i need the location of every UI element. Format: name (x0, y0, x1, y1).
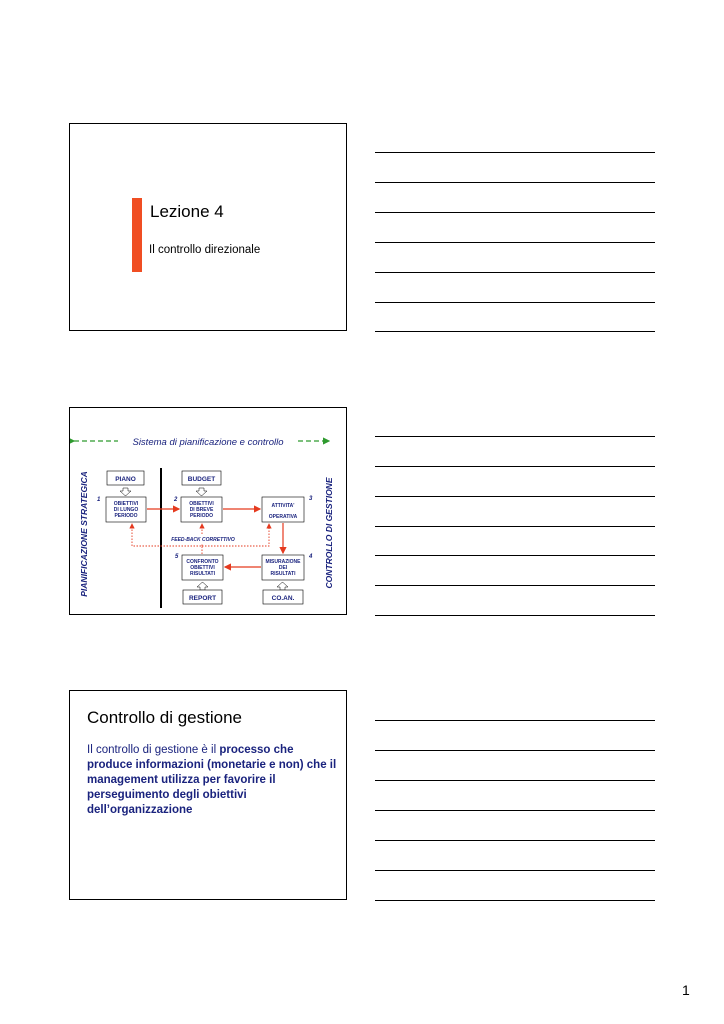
up-arrow-icon (277, 582, 288, 590)
slide-1-title (69, 123, 347, 331)
step-4-number: 4 (309, 554, 313, 560)
slide-1-subtitle: Il controllo direzionale (149, 244, 261, 256)
slide-2-diagram (69, 407, 347, 615)
down-arrow-icon (196, 488, 207, 496)
body-intro: Il controllo di gestione è il (87, 744, 220, 756)
page-number: 1 (682, 982, 690, 998)
note-line (375, 720, 655, 721)
down-arrow-icon (120, 488, 131, 496)
slide-3-heading: Controllo di gestione (87, 708, 242, 727)
note-line (375, 302, 655, 303)
note-line (375, 242, 655, 243)
note-line (375, 182, 655, 183)
note-line (375, 496, 655, 497)
step-1-number: 1 (97, 497, 101, 503)
note-line (375, 750, 655, 751)
note-line (375, 615, 655, 616)
slide-3-definition (69, 690, 347, 900)
note-line (375, 780, 655, 781)
diagram-header: Sistema di pianificazione e controllo (132, 437, 284, 448)
budget-label: BUDGET (187, 476, 216, 483)
note-line (375, 526, 655, 527)
slide-3-body (87, 743, 337, 818)
step-5-line-3: RISULTATI (190, 571, 215, 577)
body-bold: processo che produce informazioni (monetarie e non) che il management utilizza per favorire il perseguimento degli obiettivi dell’organizzazione (87, 744, 337, 816)
step-1-line-2: DI LUNGO (113, 507, 139, 513)
up-arrow-icon (197, 582, 208, 590)
note-line (375, 212, 655, 213)
right-side-label: CONTROLLO DI GESTIONE (324, 477, 334, 589)
step-5-line-1: CONFRONTO (186, 559, 219, 565)
coan-label: CO.AN. (271, 595, 295, 602)
step-2-line-3: PERIODO (189, 513, 214, 519)
note-line (375, 900, 655, 901)
step-5-number: 5 (175, 554, 179, 560)
piano-label: PIANO (115, 476, 136, 483)
left-side-label: PIANIFICAZIONE STRATEGICA (79, 471, 89, 597)
step-4-line-1: MISURAZIONE (265, 559, 301, 565)
note-line (375, 810, 655, 811)
step-3-line-2: OPERATIVA (268, 514, 298, 520)
slide-1-heading: Lezione 4 (150, 202, 224, 221)
note-line (375, 840, 655, 841)
note-line (375, 272, 655, 273)
note-line (375, 331, 655, 332)
step-1-line-3: PERIODO (114, 513, 138, 519)
report-label: REPORT (188, 595, 217, 602)
step-2-line-2: DI BREVE (189, 507, 214, 513)
planning-control-diagram (70, 408, 345, 613)
note-line (375, 870, 655, 871)
accent-bar (132, 198, 142, 272)
note-line (375, 555, 655, 556)
step-5-line-2: OBIETTIVI (190, 565, 215, 571)
step-4-line-3: RISULTATI (270, 571, 296, 577)
feedback-label: FEED-BACK CORRETTIVO (171, 537, 235, 543)
step-2-line-1: OBIETTIVI (189, 501, 214, 507)
step-3-number: 3 (309, 496, 313, 502)
step-1-line-1: OBIETTIVI (113, 501, 139, 507)
note-line (375, 152, 655, 153)
step-4-line-2: DEI (278, 565, 288, 571)
step-2-number: 2 (174, 497, 178, 503)
note-line (375, 585, 655, 586)
step-3-line-1: ATTIVITA' (271, 503, 295, 509)
note-line (375, 436, 655, 437)
note-line (375, 466, 655, 467)
